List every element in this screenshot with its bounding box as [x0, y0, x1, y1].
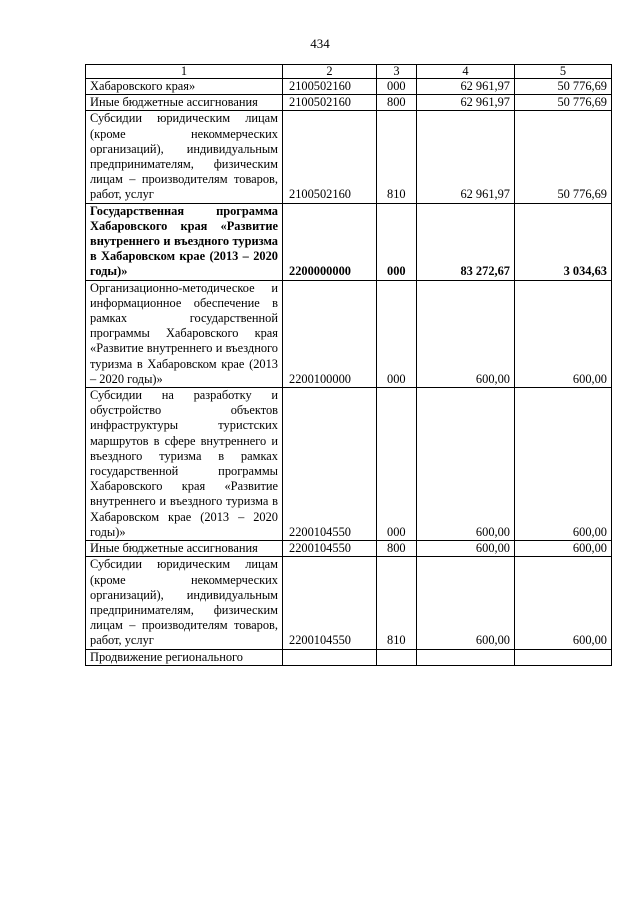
row-amount-2: 600,00: [515, 541, 612, 557]
row-amount-1: 83 272,67: [417, 203, 515, 280]
table-row: [86, 541, 612, 557]
row-expense-type: 000: [377, 388, 417, 541]
row-code: 2200104550: [283, 388, 377, 541]
row-name: Субсидии юридическим лицам (кроме некоммерческих организаций), индивидуальным предпринимателям, физическим лицам – производителям товаров, работ, услуг: [86, 111, 283, 203]
budget-table: [85, 64, 612, 666]
row-amount-2: 600,00: [515, 557, 612, 649]
row-code: 2200100000: [283, 280, 377, 387]
table-row: [86, 280, 612, 387]
row-amount-1: 600,00: [417, 541, 515, 557]
row-amount-1: [417, 649, 515, 665]
table-header-row: [86, 65, 612, 79]
column-header: 5: [515, 65, 612, 79]
row-amount-2: 50 776,69: [515, 79, 612, 95]
row-amount-1: 600,00: [417, 557, 515, 649]
row-code: 2200104550: [283, 557, 377, 649]
row-code: 2100502160: [283, 79, 377, 95]
table-row: [86, 557, 612, 649]
column-header: 1: [86, 65, 283, 79]
row-expense-type: [377, 649, 417, 665]
row-expense-type: 000: [377, 203, 417, 280]
page-number: 434: [310, 36, 330, 51]
row-expense-type: 000: [377, 280, 417, 387]
row-name: Иные бюджетные ассигнования: [86, 95, 283, 111]
row-code: 2100502160: [283, 95, 377, 111]
row-expense-type: 810: [377, 111, 417, 203]
row-amount-1: 600,00: [417, 388, 515, 541]
row-name: Субсидии на разработку и обустройство объектов инфраструктуры туристских маршрутов в сфере внутреннего и въездного туризма в рамках государственной программы Хабаровского края «Развитие внутреннего и въездного туризма в Хабаровском крае (2013 – 2020 годы)»: [86, 388, 283, 541]
row-amount-2: 600,00: [515, 388, 612, 541]
row-name: Субсидии юридическим лицам (кроме некоммерческих организаций), индивидуальным предпринимателям, физическим лицам – производителям товаров, работ, услуг: [86, 557, 283, 649]
table-row: [86, 649, 612, 665]
row-code: 2100502160: [283, 111, 377, 203]
row-amount-1: 62 961,97: [417, 95, 515, 111]
row-code: 2200104550: [283, 541, 377, 557]
column-header: 3: [377, 65, 417, 79]
table-row: [86, 388, 612, 541]
row-name: Хабаровского края»: [86, 79, 283, 95]
row-code: 2200000000: [283, 203, 377, 280]
row-expense-type: 800: [377, 541, 417, 557]
row-amount-2: 3 034,63: [515, 203, 612, 280]
table-row-program: [86, 203, 612, 280]
row-amount-1: 62 961,97: [417, 111, 515, 203]
table-row: [86, 79, 612, 95]
row-name: Государственная программа Хабаровского края «Развитие внутреннего и въездного туризма в Хабаровском крае (2013 – 2020 годы)»: [86, 203, 283, 280]
row-expense-type: 800: [377, 95, 417, 111]
table-row: [86, 95, 612, 111]
row-amount-2: [515, 649, 612, 665]
row-code: [283, 649, 377, 665]
row-name: Иные бюджетные ассигнования: [86, 541, 283, 557]
row-name: Организационно-методическое и информационное обеспечение в рамках государственной программы Хабаровского края «Развитие внутреннего и въездного туризма в Хабаровском крае (2013 – 2020 годы)»: [86, 280, 283, 387]
row-amount-1: 600,00: [417, 280, 515, 387]
column-header: 2: [283, 65, 377, 79]
row-expense-type: 000: [377, 79, 417, 95]
column-header: 4: [417, 65, 515, 79]
table-row: [86, 111, 612, 203]
row-name: Продвижение регионального: [86, 649, 283, 665]
row-amount-2: 50 776,69: [515, 111, 612, 203]
row-amount-1: 62 961,97: [417, 79, 515, 95]
row-amount-2: 50 776,69: [515, 95, 612, 111]
row-amount-2: 600,00: [515, 280, 612, 387]
row-expense-type: 810: [377, 557, 417, 649]
